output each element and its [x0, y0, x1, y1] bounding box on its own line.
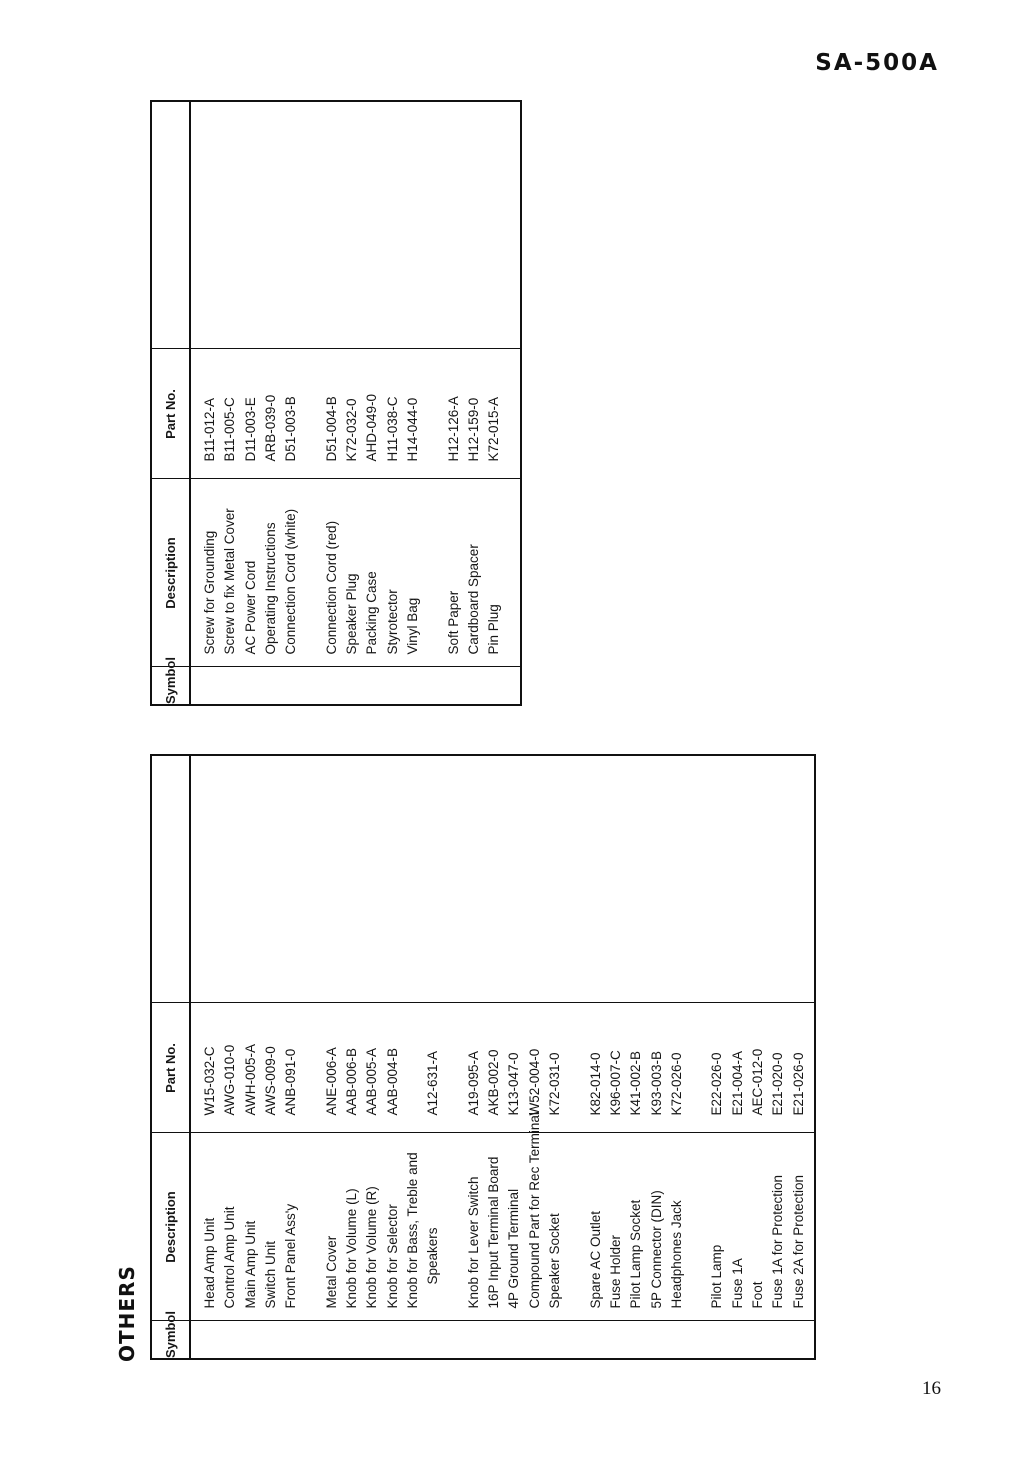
parts-table-1-wrapper [150, 754, 816, 1360]
description-cell [687, 1134, 707, 1309]
part-number-cell [444, 1004, 464, 1116]
part-number-cell: AHD-049-0 [364, 393, 380, 462]
part-number-cell: D11-003-E [242, 397, 258, 462]
part-number-cell [687, 1004, 707, 1116]
part-number-cell: A12-631-A [425, 1050, 441, 1116]
description-cell: Vinyl Bag [404, 597, 420, 655]
symbol-column [190, 1321, 815, 1359]
part-number-cell: H11-038-C [384, 396, 400, 462]
part-number-cell [301, 350, 321, 462]
description-cell: Soft Paper [445, 590, 461, 655]
part-number-cell: H14-044-0 [404, 397, 420, 462]
part-number-cell: E21-004-A [729, 1050, 745, 1116]
description-cell: Knob for Lever Switch [465, 1176, 481, 1309]
description-cell: Pin Plug [486, 604, 502, 655]
description-cell: Fuse 1A for Protection [770, 1174, 786, 1309]
description-cell: Foot [750, 1281, 766, 1309]
description-cell: Cardboard Spacer [465, 544, 481, 655]
description-cell: Headphones Jack [668, 1200, 684, 1309]
description-cell: Head Amp Unit [202, 1217, 217, 1309]
part-no-column [191, 1004, 809, 1133]
part-number-cell: D51-004-B [323, 396, 339, 462]
description-cell: Connection Cord (red) [323, 520, 339, 655]
parts-table-2-wrapper [150, 100, 522, 706]
model-number: SA-500A [815, 50, 939, 76]
part-number-cell: D51-003-B [283, 396, 299, 462]
description-cell: Fuse 2A for Protection [790, 1174, 806, 1309]
part-number-cell: AEC-012-0 [750, 1048, 766, 1116]
description-cell: 4P Ground Terminal [506, 1188, 522, 1309]
part-number-cell: B11-012-A [202, 397, 217, 462]
part-number-cell: W15-032-C [202, 1046, 217, 1116]
description-cell [423, 480, 443, 655]
description-cell: Switch Unit [262, 1240, 278, 1309]
part-number-cell: AWG-010-0 [222, 1044, 238, 1116]
header-symbol: Symbol [151, 667, 190, 705]
description-cell: Fuse Holder [607, 1234, 623, 1309]
description-cell [301, 480, 321, 655]
description-cell: Knob for Volume (L) [344, 1188, 360, 1309]
part-number-cell: B11-005-C [222, 397, 238, 462]
description-cell: Metal Cover [323, 1235, 339, 1309]
part-number-cell [423, 350, 443, 462]
part-number-cell: K82-014-0 [587, 1052, 603, 1116]
blank-column [190, 755, 815, 1003]
part-number-cell: K41-002-B [628, 1050, 644, 1116]
header-symbol: Symbol [151, 1321, 190, 1359]
blank-column [190, 101, 521, 349]
part-number-cell: E21-026-0 [790, 1052, 806, 1116]
part-number-cell: A19-095-A [465, 1050, 481, 1116]
description-column [191, 1112, 809, 1321]
part-number-cell: AAB-004-B [384, 1047, 400, 1116]
part-number-cell: AKB-002-0 [486, 1049, 502, 1116]
description-cell: Styrotector [384, 589, 400, 655]
part-number-cell: K72-026-0 [668, 1052, 684, 1116]
description-cell [444, 1134, 464, 1309]
description-cell: AC Power Cord [242, 560, 258, 655]
header-part-no: Part No. [151, 349, 190, 479]
description-cell: Pilot Lamp Socket [628, 1199, 644, 1309]
part-number-cell [301, 1004, 321, 1116]
part-number-cell: ARB-039-0 [262, 394, 278, 462]
header-description: Description [151, 1133, 190, 1321]
part-number-cell: AWS-009-0 [262, 1046, 278, 1116]
description-cell: Spare AC Outlet [587, 1210, 603, 1309]
part-number-cell [565, 1004, 585, 1116]
part-number-cell: H12-126-A [445, 396, 461, 462]
description-cell: Compound Part for Rec Terminal [526, 1112, 542, 1309]
part-number-cell: E21-020-0 [770, 1052, 786, 1116]
section-title: OTHERS [115, 1265, 139, 1362]
part-number-cell: W52-004-0 [526, 1048, 542, 1116]
part-number-cell: K72-032-0 [344, 398, 360, 462]
parts-table-1 [150, 754, 816, 1360]
part-no-column [191, 350, 504, 479]
part-number-cell: ANB-091-0 [283, 1048, 299, 1116]
description-cell: Speakers [425, 1227, 441, 1285]
part-number-cell: E22-026-0 [709, 1052, 725, 1116]
description-cell: Knob for Selector [384, 1204, 400, 1309]
description-cell: Fuse 1A [729, 1258, 745, 1309]
description-cell: Screw to fix Metal Cover [222, 508, 238, 655]
part-number-cell: H12-159-0 [465, 397, 481, 462]
description-cell: 5P Connector (DIN) [648, 1190, 664, 1309]
part-number-cell: K72-031-0 [547, 1052, 563, 1116]
header-part-no: Part No. [151, 1003, 190, 1133]
description-cell: Knob for Bass, Treble and [404, 1152, 420, 1309]
description-cell: Connection Cord (white) [283, 508, 299, 655]
part-number-cell: AAB-006-B [344, 1047, 360, 1116]
description-cell: Operating Instructions [262, 522, 278, 655]
description-cell: Main Amp Unit [242, 1220, 258, 1309]
description-cell: Speaker Plug [344, 573, 360, 655]
description-cell: 16P Input Terminal Board [486, 1156, 502, 1309]
description-cell: Packing Case [364, 571, 380, 655]
page-number: 16 [922, 1378, 941, 1399]
part-number-cell: K13-047-0 [506, 1052, 522, 1116]
symbol-column [190, 667, 521, 705]
part-number-cell: AAB-005-A [364, 1047, 380, 1116]
part-number-cell: ANE-006-A [323, 1047, 339, 1116]
part-number-cell [403, 1004, 423, 1116]
header-blank [151, 101, 190, 349]
part-number-cell: K93-003-B [648, 1050, 664, 1116]
description-cell: Speaker Socket [547, 1213, 563, 1309]
parts-table-2 [150, 100, 522, 706]
description-cell [565, 1134, 585, 1309]
part-number-cell: K96-007-C [607, 1050, 623, 1116]
header-blank [151, 755, 190, 1003]
description-cell: Knob for Volume (R) [364, 1186, 380, 1309]
description-cell: Screw for Grounding [202, 530, 217, 655]
description-cell: Pilot Lamp [709, 1244, 725, 1309]
header-description: Description [151, 479, 190, 667]
part-number-cell: K72-015-A [486, 396, 502, 462]
description-column [191, 480, 504, 667]
description-cell [301, 1134, 321, 1309]
description-cell: Front Panel Ass'y [283, 1203, 299, 1309]
part-number-cell: AWH-005-A [242, 1043, 258, 1116]
description-cell: Control Amp Unit [222, 1206, 238, 1309]
